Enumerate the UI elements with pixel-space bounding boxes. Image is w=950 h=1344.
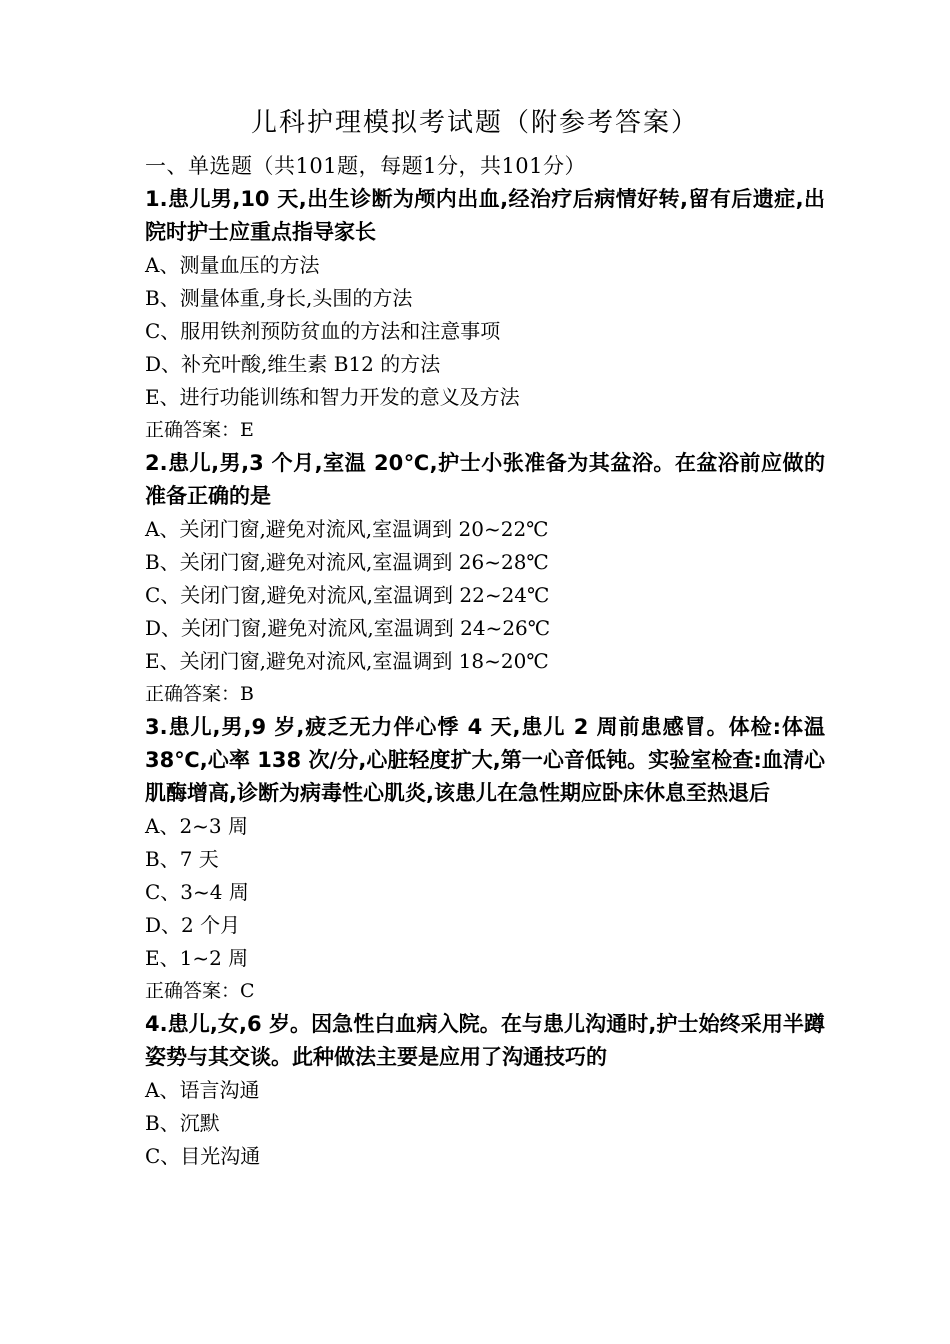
option-d: D、2 个月 — [145, 913, 241, 937]
option-d: D、关闭门窗,避免对流风,室温调到 24~26℃ — [145, 616, 551, 640]
correct-answer: 正确答案：C — [145, 980, 255, 1002]
document-body — [145, 150, 825, 1173]
correct-answer: 正确答案：B — [145, 683, 254, 705]
question-stem: 1.患儿男,10 天,出生诊断为颅内出血,经治疗后病情好转,留有后遗症,出院时护士应重点指导家长 — [145, 187, 825, 244]
option-e: E、进行功能训练和智力开发的意义及方法 — [145, 385, 520, 409]
option-a: A、测量血压的方法 — [145, 253, 320, 277]
question-stem: 3.患儿,男,9 岁,疲乏无力伴心悸 4 天,患儿 2 周前患感冒。体检:体温 38℃,心率 138 次/分,心脏轻度扩大,第一心音低钝。实验室检查:血清心肌酶增高,诊断为病毒性心肌炎,该患儿在急性期应卧床休息至热退后 — [145, 715, 825, 805]
option-e: E、关闭门窗,避免对流风,室温调到 18~20℃ — [145, 649, 549, 673]
question-4 — [145, 1008, 825, 1173]
option-c: C、服用铁剂预防贫血的方法和注意事项 — [145, 319, 501, 343]
question-3 — [145, 711, 825, 1008]
option-b: B、测量体重,身长,头围的方法 — [145, 286, 413, 310]
option-e: E、1~2 周 — [145, 946, 249, 970]
question-stem: 4.患儿,女,6 岁。因急性白血病入院。在与患儿沟通时,护士始终采用半蹲姿势与其交谈。此种做法主要是应用了沟通技巧的 — [145, 1012, 825, 1069]
correct-answer: 正确答案：E — [145, 419, 254, 441]
option-b: B、沉默 — [145, 1111, 220, 1135]
option-b: B、关闭门窗,避免对流风,室温调到 26~28℃ — [145, 550, 549, 574]
question-2 — [145, 447, 825, 711]
option-a: A、2~3 周 — [145, 814, 249, 838]
option-a: A、关闭门窗,避免对流风,室温调到 20~22℃ — [145, 517, 549, 541]
question-stem: 2.患儿,男,3 个月,室温 20℃,护士小张准备为其盆浴。在盆浴前应做的准备正确的是 — [145, 451, 825, 508]
document-title: 儿科护理模拟考试题（附参考答案） — [250, 108, 699, 138]
option-b: B、7 天 — [145, 847, 219, 871]
option-c: C、目光沟通 — [145, 1144, 261, 1168]
question-1 — [145, 183, 825, 447]
option-c: C、3~4 周 — [145, 880, 249, 904]
option-d: D、补充叶酸,维生素 B12 的方法 — [145, 352, 441, 376]
section-heading: 一、单选题（共101题，每题1分，共101分） — [145, 154, 587, 178]
option-c: C、关闭门窗,避免对流风,室温调到 22~24℃ — [145, 583, 550, 607]
option-a: A、语言沟通 — [145, 1078, 260, 1102]
